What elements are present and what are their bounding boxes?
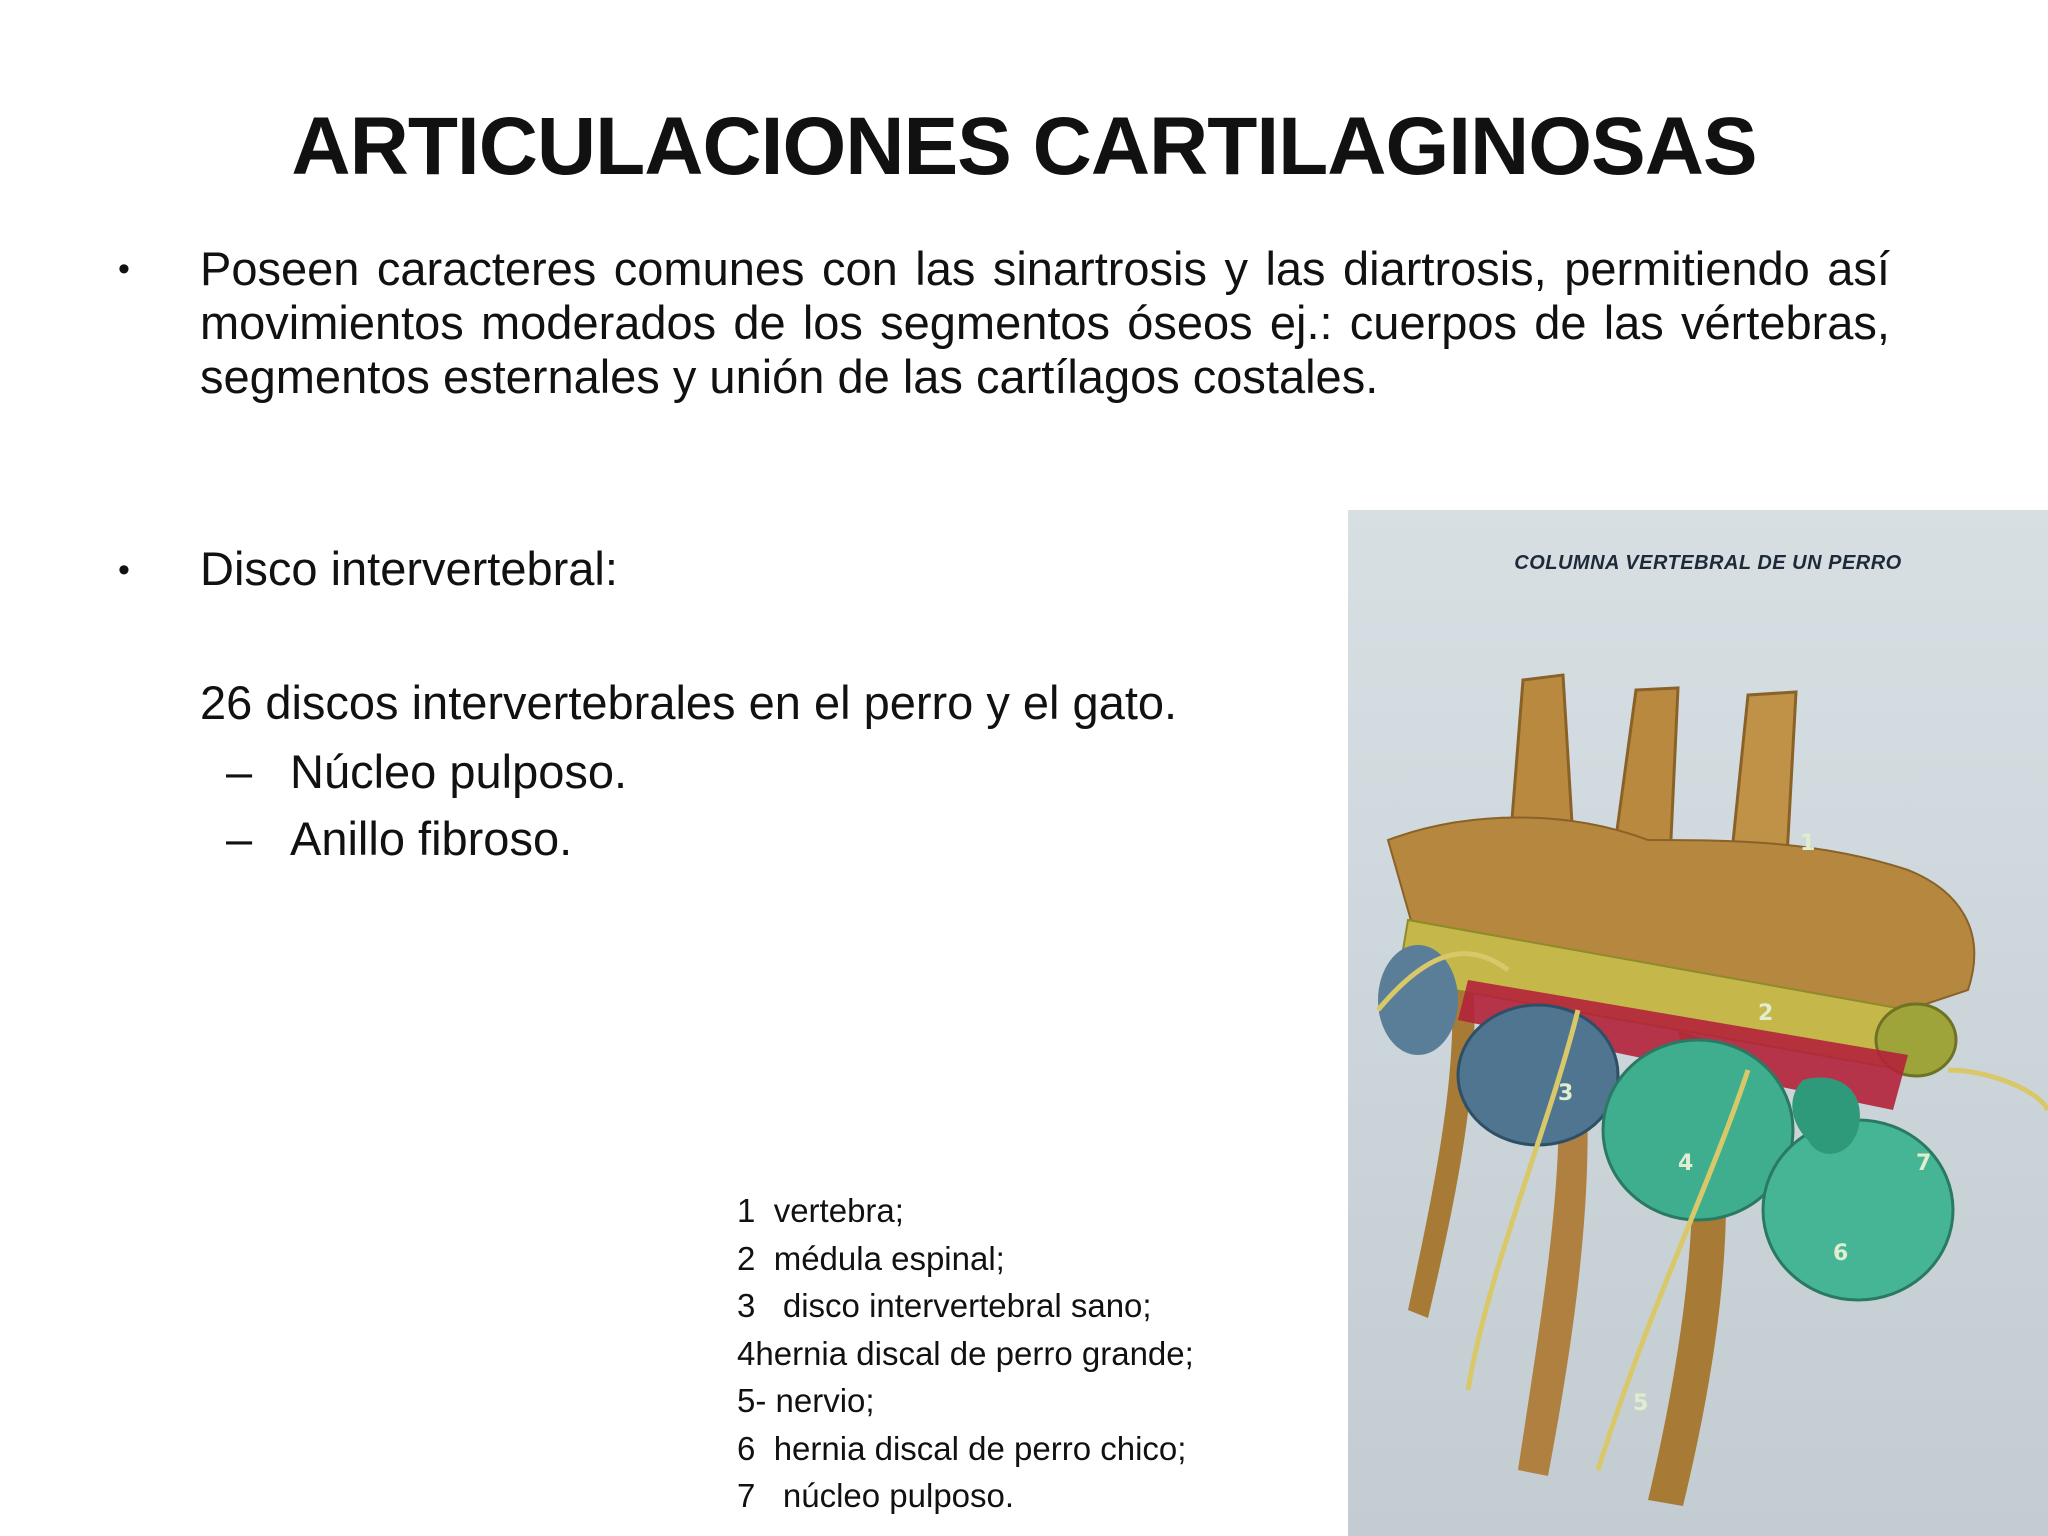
legend-item: 4hernia discal de perro grande; (737, 1334, 1194, 1372)
bullet-marker: • (118, 551, 130, 589)
bullet-text-caracteres: Poseen caracteres comunes con las sinartrosis y las diartrosis, permitiendo así movimientos moderados de los segmentos óseos ej.: cuerpos de las vértebras, segmentos esternales y unión de las cartílagos costales. (200, 242, 1890, 403)
legend-item: 5- nervio; (737, 1382, 875, 1419)
disc-healthy (1458, 1005, 1618, 1145)
spine-illustration (1348, 510, 2048, 1536)
bullet-marker: • (118, 250, 130, 288)
nerve-4 (1948, 1070, 2048, 1110)
label-7: 7 (1916, 1151, 1932, 1176)
sub-item-marker: – (226, 812, 253, 865)
spine-drawing (1348, 510, 2048, 1536)
legend-item: 1 vertebra; (737, 1192, 904, 1229)
label-6: 6 (1833, 1241, 1849, 1266)
label-4: 4 (1678, 1151, 1694, 1176)
label-2: 2 (1758, 1001, 1774, 1026)
sub-item-nucleo: Núcleo pulposo. (290, 745, 628, 798)
figure-caption: COLUMNA VERTEBRAL DE UN PERRO (1514, 552, 1902, 574)
label-5: 5 (1633, 1391, 1649, 1416)
sub-item-marker: – (226, 745, 253, 798)
legend-item: 3 disco intervertebral sano; (737, 1287, 1152, 1324)
legend-item: 6 hernia discal de perro chico; (737, 1429, 1187, 1467)
sub-item-anillo: Anillo fibroso. (290, 812, 573, 865)
disc-herniation-small (1763, 1120, 1953, 1300)
label-1: 1 (1800, 831, 1816, 856)
bullet-text-disco: Disco intervertebral: (200, 542, 618, 595)
label-3: 3 (1558, 1081, 1574, 1106)
legend-item: 2 médula espinal; (737, 1239, 1005, 1277)
slide-title: ARTICULACIONES CARTILAGINOSAS (291, 101, 1757, 192)
paragraph-discos: 26 discos intervertebrales en el perro y el gato. (200, 676, 1178, 729)
legend-item: 7 núcleo pulposo. (737, 1477, 1015, 1514)
figure-legend (737, 1187, 1194, 1520)
